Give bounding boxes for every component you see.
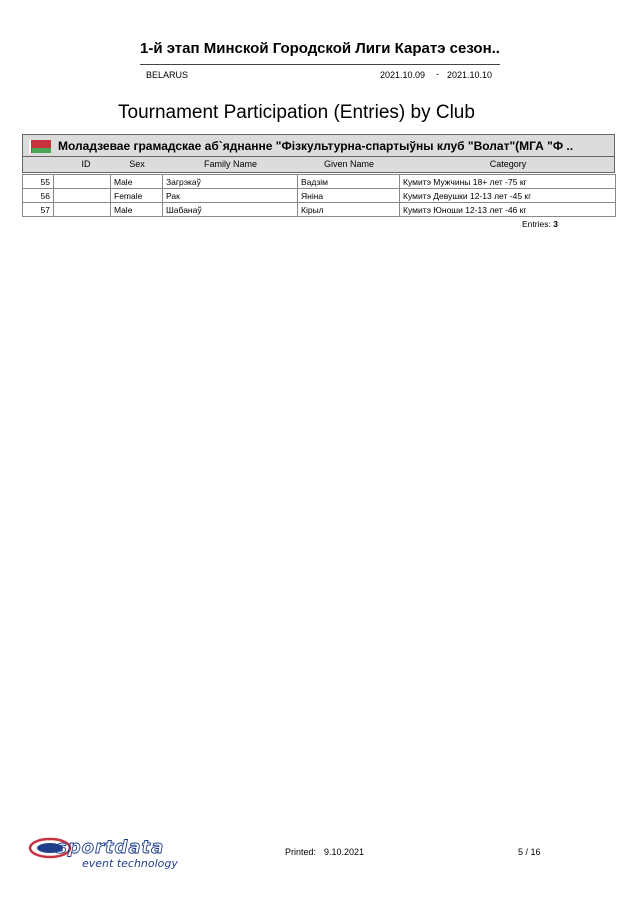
cell-category: Кумитэ Юноши 12-13 лет -46 кг [400, 203, 616, 217]
cell-id [54, 203, 111, 217]
column-header-id: ID [81, 159, 91, 169]
cell-sex: Male [111, 203, 163, 217]
club-header [22, 134, 615, 157]
event-title: 1-й этап Минской Городской Лиги Каратэ сезон.. [140, 40, 500, 57]
country-label: BELARUS [146, 70, 189, 80]
cell-number: 56 [23, 189, 54, 203]
table-row [23, 203, 616, 217]
printed-date: 9.10.2021 [324, 847, 365, 857]
title-divider [140, 64, 500, 65]
column-header-category: Category [489, 159, 527, 169]
page-number: 5 / 16 [518, 847, 541, 857]
report-title: Tournament Participation (Entries) by Club [118, 102, 475, 123]
cell-id [54, 175, 111, 189]
cell-number: 55 [23, 175, 54, 189]
table-header [22, 157, 615, 173]
date-separator: - [436, 69, 439, 79]
date-from: 2021.10.09 [380, 70, 426, 80]
cell-given-name: Кірыл [298, 203, 400, 217]
cell-category: Кумитэ Девушки 12-13 лет -45 кг [400, 189, 616, 203]
entries-value: 3 [553, 219, 558, 229]
belarus-flag-icon [29, 140, 51, 153]
cell-given-name: Вадзім [298, 175, 400, 189]
cell-category: Кумитэ Мужчины 18+ лет -75 кг [400, 175, 616, 189]
column-header-sex: Sex [129, 159, 145, 169]
cell-given-name: Яніна [298, 189, 400, 203]
cell-id [54, 189, 111, 203]
entries-summary [522, 219, 558, 229]
entries-label: Entries: [522, 219, 551, 229]
cell-sex: Male [111, 175, 163, 189]
cell-family-name: Загрэкаў [163, 175, 298, 189]
cell-family-name: Шабанаў [163, 203, 298, 217]
date-to: 2021.10.10 [447, 70, 493, 80]
table-row [23, 189, 616, 203]
entries-table [22, 174, 616, 217]
logo-subtitle: event technology [82, 857, 178, 870]
printed-label: Printed: [285, 847, 317, 857]
column-header-family-name: Family Name [203, 159, 257, 169]
logo-wordmark: sportdata [56, 837, 165, 858]
column-header-given-name: Given Name [323, 159, 375, 169]
cell-sex: Female [111, 189, 163, 203]
cell-family-name: Рак [163, 189, 298, 203]
table-row [23, 175, 616, 189]
club-name: Моладзевае грамадскае аб`яднанне "Фізкультурна-спартыўны клуб "Волат"(МГА "Ф .. [58, 139, 574, 153]
cell-number: 57 [23, 203, 54, 217]
sportdata-logo [26, 836, 204, 870]
